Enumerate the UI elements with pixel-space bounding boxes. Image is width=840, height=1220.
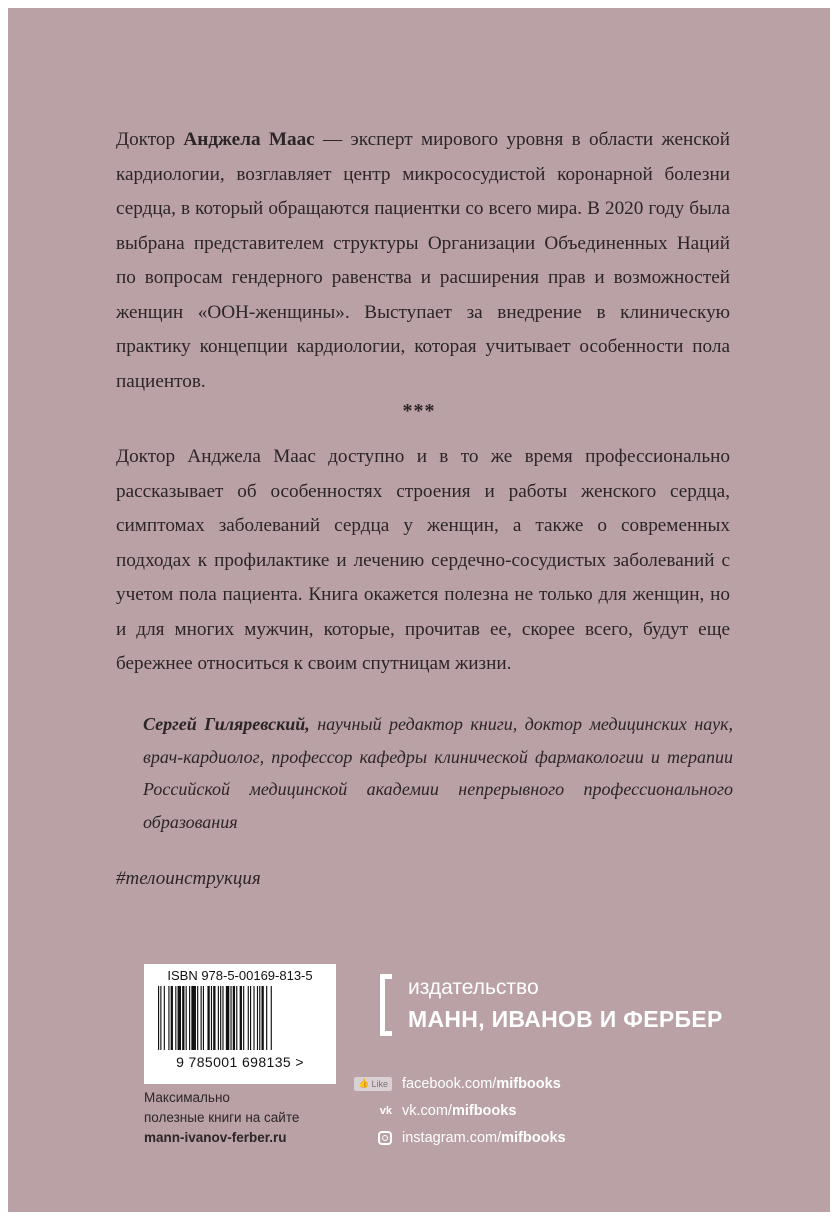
barcode-bar (160, 986, 161, 1050)
reviewer-role: научный редактор книги, доктор медицинских наук, врач-кардиолог, профессор кафедры клинической фармакологии и терапии Российской медицинской академии непрерывного профессионального образования (143, 714, 733, 832)
instagram-handle: mifbooks (501, 1129, 566, 1146)
instagram-icon (378, 1131, 392, 1145)
barcode-bar (207, 986, 209, 1050)
barcode-bar (271, 986, 272, 1050)
barcode-bar (257, 986, 258, 1050)
isbn-barcode (144, 964, 336, 1084)
barcode-bar (201, 986, 202, 1050)
barcode-bar (191, 986, 196, 1050)
site-note-line-2: полезные книги на сайте (144, 1110, 300, 1125)
barcode-bar (164, 986, 165, 1050)
vk-icon: vk (379, 1104, 392, 1117)
barcode-bar (158, 986, 159, 1050)
barcode-bar (213, 986, 215, 1050)
facebook-handle: mifbooks (496, 1075, 561, 1092)
barcode-bar (226, 986, 229, 1050)
barcode-bar (171, 986, 173, 1050)
vk-prefix: vk.com/ (402, 1102, 452, 1119)
barcode-bar (222, 986, 223, 1050)
barcode-bar (240, 986, 242, 1050)
barcode-bar (236, 986, 237, 1050)
author-bio (116, 123, 730, 399)
barcode-bar (259, 986, 260, 1050)
facebook-like-icon: 👍 Like (354, 1077, 392, 1091)
barcode-bar (230, 986, 231, 1050)
barcode-bar (203, 986, 204, 1050)
publisher-logo (380, 966, 740, 1046)
bio-prefix: Доктор (116, 129, 184, 150)
site-url[interactable]: mann-ivanov-ferber.ru (144, 1130, 287, 1145)
barcode-bar (243, 986, 244, 1050)
barcode-bar (186, 986, 187, 1050)
review-attribution (143, 708, 733, 838)
site-note-line-1: Максимально (144, 1090, 230, 1105)
barcode-bar (168, 986, 169, 1050)
barcode-bar (220, 986, 221, 1050)
publisher-name: МАНН, ИВАНОВ И ФЕРБЕР (408, 1006, 723, 1032)
ean-digits: 9 785001 698135 > (176, 1054, 304, 1070)
back-cover (8, 8, 830, 1212)
isbn-number: ISBN 978-5-00169-813-5 (167, 968, 313, 983)
bracket-icon (380, 974, 392, 1036)
barcode-bar (248, 986, 249, 1050)
author-name: Анджела Маас (183, 129, 315, 150)
site-note (144, 1088, 299, 1148)
book-review: Доктор Анджела Маас доступно и в то же время профессионально рассказывает об особенностях строения и работы женского сердца, симптомах заболеваний сердца у женщин, а также о современных подходах к профилактике и лечению сердечно-сосудистых заболеваний с учетом пола пациента. Книга окажется полезна не только для женщин, но и для многих мужчин, которые, прочитав ее, скорее всего, будут еще бережнее относиться к своим спутницам жизни. (116, 446, 730, 674)
instagram-link[interactable] (360, 1124, 566, 1151)
barcode-bar (178, 986, 181, 1050)
facebook-link[interactable] (360, 1070, 566, 1097)
barcode-bar (197, 986, 198, 1050)
vk-handle: mifbooks (451, 1102, 517, 1119)
instagram-prefix: instagram.com/ (402, 1129, 502, 1146)
facebook-prefix: facebook.com/ (402, 1075, 497, 1092)
barcode-bar (218, 986, 219, 1050)
barcode-bar (182, 986, 184, 1050)
barcode-bar (233, 986, 235, 1050)
barcode-bar (253, 986, 254, 1050)
bio-text: — эксперт мирового уровня в области женской кардиологии, возглавляет центр микрососудистой коронарной болезни сердца, в который обращаются пациентки со всего мира. В 2020 году была выбрана представителем структуры Организации Объединенных Наций по вопросам гендерного равенства и расширения прав и возможностей женщин «ООН-женщины». Выступает за внедрение в клиническую практику концепции кардиологии, которая учитывает особенности пола пациентов. (116, 129, 731, 392)
barcode-bar (266, 986, 267, 1050)
barcode-bar (211, 986, 212, 1050)
barcode-bar (262, 986, 264, 1050)
barcode-bar (175, 986, 176, 1050)
barcode-bar (189, 986, 190, 1050)
social-links (360, 1070, 566, 1151)
barcode-bar (250, 986, 251, 1050)
vk-link[interactable] (360, 1097, 566, 1124)
hashtag: #телоинструкция (116, 868, 261, 889)
reviewer-name: Сергей Гиляревский, (143, 714, 310, 734)
publisher-label: издательство (408, 976, 539, 999)
barcode-bars (158, 986, 326, 1050)
section-separator: *** (402, 400, 436, 422)
